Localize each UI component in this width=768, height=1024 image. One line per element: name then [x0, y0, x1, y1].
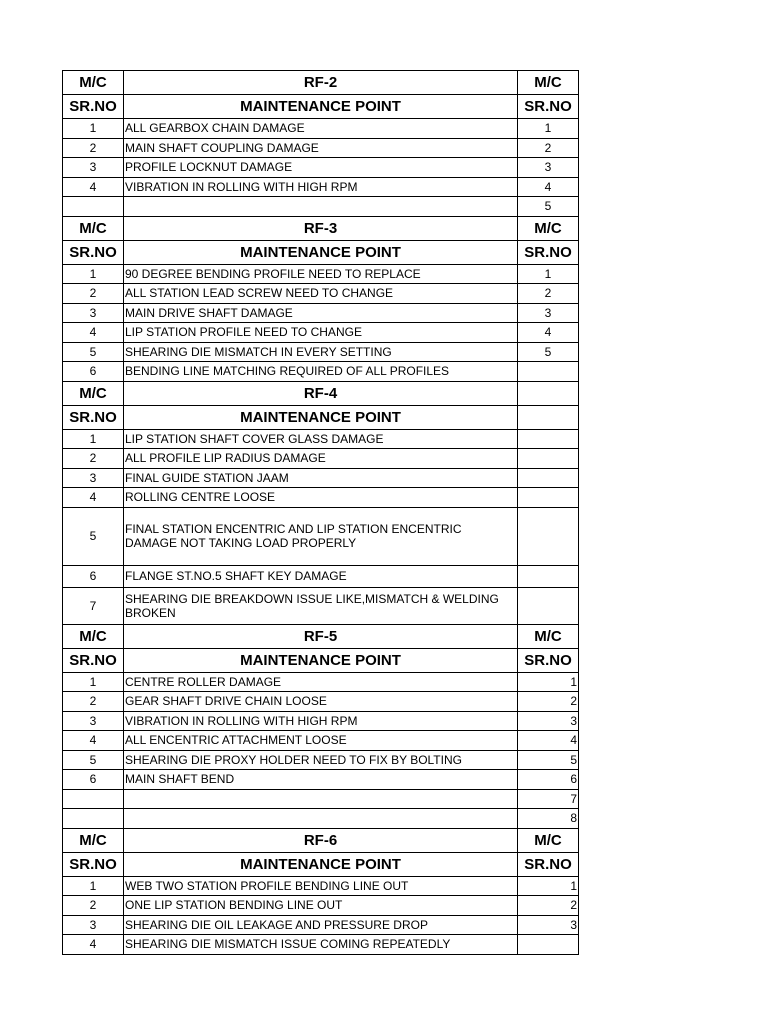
- maintenance-point-cell[interactable]: [124, 809, 518, 829]
- right-sr-no-cell[interactable]: 2: [518, 138, 579, 158]
- table-row: [63, 565, 579, 587]
- maintenance-point-cell[interactable]: ONE LIP STATION BENDING LINE OUT: [124, 896, 518, 916]
- maintenance-point-cell[interactable]: ALL STATION LEAD SCREW NEED TO CHANGE: [124, 284, 518, 304]
- table-row: [63, 731, 579, 751]
- mc-label-left[interactable]: M/C: [63, 71, 124, 95]
- right-sr-no-cell[interactable]: 5: [518, 750, 579, 770]
- sr-no-cell[interactable]: 7: [63, 587, 124, 624]
- section-header-rf3: [63, 216, 579, 240]
- maintenance-point-cell[interactable]: WEB TWO STATION PROFILE BENDING LINE OUT: [124, 876, 518, 896]
- sr-no-cell[interactable]: 1: [63, 876, 124, 896]
- maintenance-point-cell[interactable]: MAIN SHAFT COUPLING DAMAGE: [124, 138, 518, 158]
- section-subheader-rf6: [63, 852, 579, 876]
- table-row: [63, 587, 579, 624]
- table-row: [63, 323, 579, 343]
- sr-no-cell[interactable]: 2: [63, 449, 124, 469]
- maintenance-point-cell[interactable]: MAIN DRIVE SHAFT DAMAGE: [124, 303, 518, 323]
- sr-no-cell[interactable]: 5: [63, 342, 124, 362]
- srno-label-right[interactable]: SR.NO: [518, 852, 579, 876]
- mc-label-right[interactable]: M/C: [518, 71, 579, 95]
- table-row: [63, 935, 579, 955]
- right-sr-no-cell[interactable]: 3: [518, 915, 579, 935]
- srno-label-right[interactable]: SR.NO: [518, 240, 579, 264]
- srno-label-left[interactable]: SR.NO: [63, 852, 124, 876]
- maintenance-point-cell[interactable]: VIBRATION IN ROLLING WITH HIGH RPM: [124, 711, 518, 731]
- right-sr-no-cell[interactable]: 5: [518, 342, 579, 362]
- table-row: [63, 488, 579, 508]
- right-sr-no-cell[interactable]: 1: [518, 264, 579, 284]
- table-row: [63, 342, 579, 362]
- right-sr-no-cell[interactable]: [518, 449, 579, 469]
- section-subheader-rf4: [63, 405, 579, 429]
- maintenance-point-cell[interactable]: GEAR SHAFT DRIVE CHAIN LOOSE: [124, 692, 518, 712]
- table-row: [63, 692, 579, 712]
- machine-name[interactable]: RF-6: [124, 828, 518, 852]
- sr-no-cell[interactable]: 4: [63, 177, 124, 197]
- maintenance-point-cell[interactable]: [124, 789, 518, 809]
- sr-no-cell[interactable]: 1: [63, 672, 124, 692]
- maintenance-point-cell[interactable]: ALL PROFILE LIP RADIUS DAMAGE: [124, 449, 518, 469]
- sr-no-cell[interactable]: 4: [63, 488, 124, 508]
- maintenance-point-cell[interactable]: 90 DEGREE BENDING PROFILE NEED TO REPLACE: [124, 264, 518, 284]
- maintenance-sheet: [62, 70, 579, 955]
- maintenance-point-label[interactable]: MAINTENANCE POINT: [124, 648, 518, 672]
- srno-label-right[interactable]: [518, 405, 579, 429]
- sr-no-cell[interactable]: 5: [63, 507, 124, 565]
- section-header-rf4: [63, 381, 579, 405]
- right-sr-no-cell[interactable]: 2: [518, 284, 579, 304]
- maintenance-point-cell[interactable]: FLANGE ST.NO.5 SHAFT KEY DAMAGE: [124, 565, 518, 587]
- table-row: [63, 284, 579, 304]
- right-sr-no-cell[interactable]: 2: [518, 692, 579, 712]
- section-subheader-rf3: [63, 240, 579, 264]
- maintenance-point-label[interactable]: MAINTENANCE POINT: [124, 95, 518, 119]
- sr-no-cell[interactable]: 4: [63, 935, 124, 955]
- maintenance-point-cell[interactable]: LIP STATION PROFILE NEED TO CHANGE: [124, 323, 518, 343]
- table-row: [63, 119, 579, 139]
- maintenance-point-cell[interactable]: LIP STATION SHAFT COVER GLASS DAMAGE: [124, 429, 518, 449]
- right-sr-no-cell[interactable]: 1: [518, 119, 579, 139]
- sr-no-cell[interactable]: 2: [63, 692, 124, 712]
- sr-no-cell[interactable]: [63, 789, 124, 809]
- sr-no-cell[interactable]: 4: [63, 731, 124, 751]
- table-row: [63, 809, 579, 829]
- machine-name[interactable]: RF-2: [124, 71, 518, 95]
- right-sr-no-cell[interactable]: 5: [518, 197, 579, 217]
- right-sr-no-cell[interactable]: [518, 935, 579, 955]
- table-row: [63, 362, 579, 382]
- mc-label-right[interactable]: [518, 381, 579, 405]
- machine-name[interactable]: RF-3: [124, 216, 518, 240]
- sr-no-cell[interactable]: 2: [63, 138, 124, 158]
- right-sr-no-cell[interactable]: 7: [518, 789, 579, 809]
- table-row: [63, 896, 579, 916]
- sheet-body: [63, 71, 579, 955]
- right-sr-no-cell[interactable]: 4: [518, 323, 579, 343]
- right-sr-no-cell[interactable]: 3: [518, 303, 579, 323]
- right-sr-no-cell[interactable]: 3: [518, 711, 579, 731]
- table-row: [63, 672, 579, 692]
- sr-no-cell[interactable]: 3: [63, 468, 124, 488]
- table-row: [63, 507, 579, 565]
- right-sr-no-cell[interactable]: 6: [518, 770, 579, 790]
- maintenance-point-cell[interactable]: PROFILE LOCKNUT DAMAGE: [124, 158, 518, 178]
- right-sr-no-cell[interactable]: [518, 429, 579, 449]
- maintenance-point-cell[interactable]: SHEARING DIE MISMATCH IN EVERY SETTING: [124, 342, 518, 362]
- right-sr-no-cell[interactable]: [518, 507, 579, 565]
- mc-label-right[interactable]: M/C: [518, 216, 579, 240]
- table-row: [63, 264, 579, 284]
- sr-no-cell[interactable]: 5: [63, 750, 124, 770]
- srno-label-right[interactable]: SR.NO: [518, 648, 579, 672]
- mc-label-left[interactable]: M/C: [63, 216, 124, 240]
- table-row: [63, 429, 579, 449]
- right-sr-no-cell[interactable]: 1: [518, 672, 579, 692]
- sr-no-cell[interactable]: 3: [63, 711, 124, 731]
- table-row: [63, 468, 579, 488]
- maintenance-point-cell[interactable]: VIBRATION IN ROLLING WITH HIGH RPM: [124, 177, 518, 197]
- maintenance-point-cell[interactable]: [124, 197, 518, 217]
- section-header-rf2: [63, 71, 579, 95]
- table-row: [63, 138, 579, 158]
- table-row: [63, 303, 579, 323]
- table-row: [63, 158, 579, 178]
- table-row: [63, 177, 579, 197]
- machine-name[interactable]: RF-4: [124, 381, 518, 405]
- right-sr-no-cell[interactable]: 4: [518, 731, 579, 751]
- mc-label-left[interactable]: M/C: [63, 828, 124, 852]
- maintenance-point-label[interactable]: MAINTENANCE POINT: [124, 240, 518, 264]
- right-sr-no-cell[interactable]: [518, 565, 579, 587]
- right-sr-no-cell[interactable]: 3: [518, 158, 579, 178]
- table-row: [63, 770, 579, 790]
- table-row: [63, 197, 579, 217]
- table-row: [63, 876, 579, 896]
- maintenance-point-cell[interactable]: MAIN SHAFT BEND: [124, 770, 518, 790]
- sr-no-cell[interactable]: [63, 197, 124, 217]
- mc-label-right[interactable]: M/C: [518, 828, 579, 852]
- srno-label-right[interactable]: SR.NO: [518, 95, 579, 119]
- section-header-rf5: [63, 624, 579, 648]
- mc-label-right[interactable]: M/C: [518, 624, 579, 648]
- table-row: [63, 711, 579, 731]
- sr-no-cell[interactable]: 6: [63, 362, 124, 382]
- right-sr-no-cell[interactable]: 2: [518, 896, 579, 916]
- sr-no-cell[interactable]: [63, 809, 124, 829]
- maintenance-point-cell[interactable]: ALL GEARBOX CHAIN DAMAGE: [124, 119, 518, 139]
- maintenance-point-cell[interactable]: ROLLING CENTRE LOOSE: [124, 488, 518, 508]
- table-row: [63, 750, 579, 770]
- srno-label-left[interactable]: SR.NO: [63, 648, 124, 672]
- maintenance-point-cell[interactable]: SHEARING DIE PROXY HOLDER NEED TO FIX BY BOLTING: [124, 750, 518, 770]
- section-subheader-rf5: [63, 648, 579, 672]
- mc-label-left[interactable]: M/C: [63, 381, 124, 405]
- right-sr-no-cell[interactable]: [518, 488, 579, 508]
- maintenance-point-cell[interactable]: ALL ENCENTRIC ATTACHMENT LOOSE: [124, 731, 518, 751]
- table-row: [63, 789, 579, 809]
- mc-label-left[interactable]: M/C: [63, 624, 124, 648]
- right-sr-no-cell[interactable]: [518, 362, 579, 382]
- maintenance-point-cell[interactable]: SHEARING DIE BREAKDOWN ISSUE LIKE,MISMATCH & WELDING BROKEN: [124, 587, 518, 624]
- sr-no-cell[interactable]: 3: [63, 915, 124, 935]
- maintenance-point-label[interactable]: MAINTENANCE POINT: [124, 852, 518, 876]
- right-sr-no-cell[interactable]: 4: [518, 177, 579, 197]
- maintenance-point-cell[interactable]: CENTRE ROLLER DAMAGE: [124, 672, 518, 692]
- maintenance-point-cell[interactable]: SHEARING DIE MISMATCH ISSUE COMING REPEATEDLY: [124, 935, 518, 955]
- section-subheader-rf2: [63, 95, 579, 119]
- sr-no-cell[interactable]: 3: [63, 158, 124, 178]
- section-header-rf6: [63, 828, 579, 852]
- srno-label-left[interactable]: SR.NO: [63, 95, 124, 119]
- table-row: [63, 915, 579, 935]
- right-sr-no-cell[interactable]: 8: [518, 809, 579, 829]
- sr-no-cell[interactable]: 1: [63, 119, 124, 139]
- right-sr-no-cell[interactable]: 1: [518, 876, 579, 896]
- table-row: [63, 449, 579, 469]
- sr-no-cell[interactable]: 3: [63, 303, 124, 323]
- sr-no-cell[interactable]: 4: [63, 323, 124, 343]
- srno-label-left[interactable]: SR.NO: [63, 240, 124, 264]
- maintenance-point-cell[interactable]: BENDING LINE MATCHING REQUIRED OF ALL PROFILES: [124, 362, 518, 382]
- sr-no-cell[interactable]: 6: [63, 770, 124, 790]
- sr-no-cell[interactable]: 1: [63, 264, 124, 284]
- sr-no-cell[interactable]: 6: [63, 565, 124, 587]
- srno-label-left[interactable]: SR.NO: [63, 405, 124, 429]
- machine-name[interactable]: RF-5: [124, 624, 518, 648]
- maintenance-point-cell[interactable]: FINAL STATION ENCENTRIC AND LIP STATION ENCENTRIC DAMAGE NOT TAKING LOAD PROPERLY: [124, 507, 518, 565]
- sr-no-cell[interactable]: 1: [63, 429, 124, 449]
- right-sr-no-cell[interactable]: [518, 587, 579, 624]
- maintenance-point-cell[interactable]: SHEARING DIE OIL LEAKAGE AND PRESSURE DROP: [124, 915, 518, 935]
- right-sr-no-cell[interactable]: [518, 468, 579, 488]
- sr-no-cell[interactable]: 2: [63, 896, 124, 916]
- sr-no-cell[interactable]: 2: [63, 284, 124, 304]
- maintenance-point-cell[interactable]: FINAL GUIDE STATION JAAM: [124, 468, 518, 488]
- maintenance-point-label[interactable]: MAINTENANCE POINT: [124, 405, 518, 429]
